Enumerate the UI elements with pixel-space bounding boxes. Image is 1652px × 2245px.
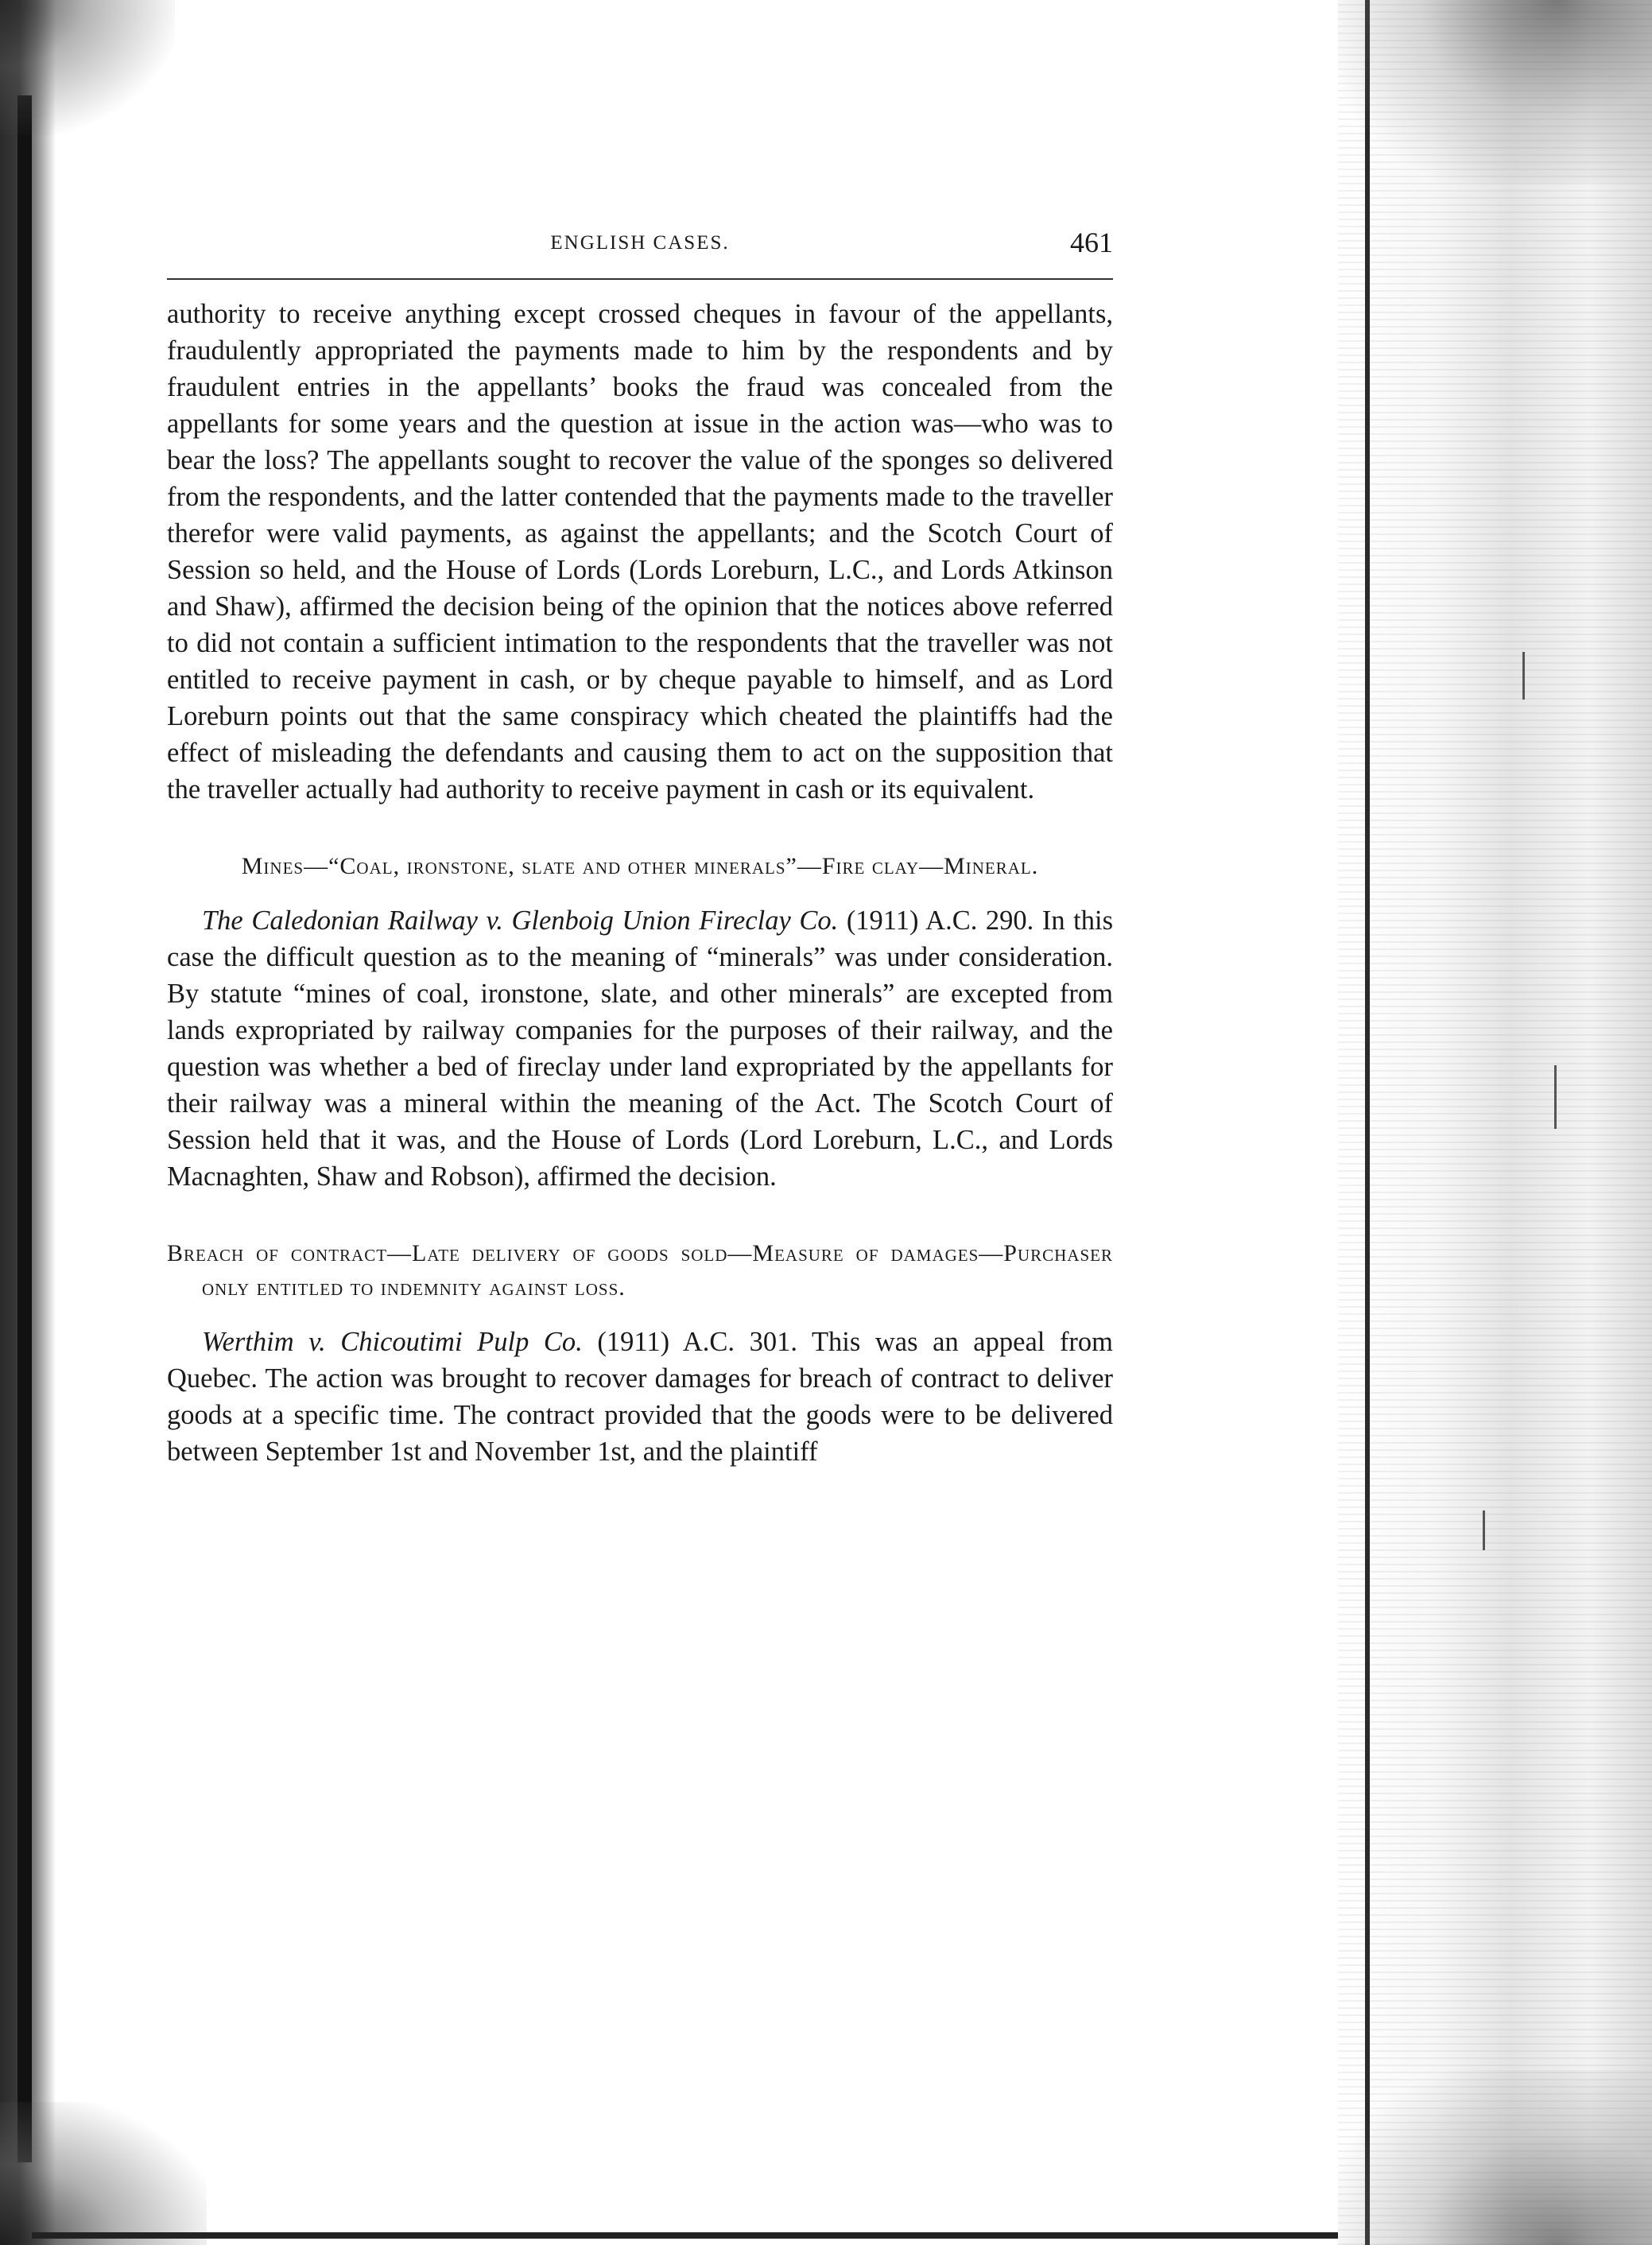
case-body-caledonian: (1911) A.C. 290. In this case the difficult question as to the meaning of “minerals” was under consideration. By statute “mines of coal, ironstone, slate, and other minerals” are excepted from lands expropriated by railway companies for the purposes of their railway, and the question was whether a bed of fireclay under land expropriated by the appellants for their railway was a mineral within the meaning of the Act. The Scotch Court of Session held that it was, and the House of Lords (Lord Loreburn, L.C., and Lords Macnaghten, Shaw and Robson), affirmed the decision. — [167, 905, 1113, 1192]
page-number: 461 — [1070, 227, 1113, 258]
running-head — [167, 227, 1113, 278]
section-heading-mines: Mines—“Coal, ironstone, slate and other minerals”—Fire clay—Mineral. — [241, 853, 1039, 879]
scan-bottom-edge — [32, 2232, 1338, 2239]
case-body-werthim: (1911) A.C. 301. This was an appeal from Quebec. The action was brought to recover damages for breach of contract to deliver goods at a specific time. The contract provided that the goods were to be delivered between September 1st and November 1st, and the plaintiff — [167, 1327, 1114, 1467]
scan-gutter-speck — [1522, 652, 1525, 700]
book-page — [167, 227, 1114, 1470]
running-title: ENGLISH CASES. — [550, 232, 730, 254]
scan-gutter-top-shadow — [1338, 0, 1652, 183]
case-paragraph-breach — [167, 1324, 1113, 1470]
opening-paragraph: authority to receive anything except crossed cheques in favour of the appellants, fraudulently appropriated the payments made to him by the respondents and by fraudulent entries in the appellants’ books the fraud was concealed from the appellants for some years and the question at issue in the action was—who was to bear the loss? The appellants sought to recover the value of the sponges so delivered from the respondents, and the latter contended that the payments made to the traveller therefor were valid payments, as against the appellants; and the Scotch Court of Session so held, and the House of Lords (Lords Loreburn, L.C., and Lords Atkinson and Shaw), affirmed the decision being of the opinion that the notices above referred to did not contain a sufficient intimation to the respondents that the traveller was not entitled to receive payment in cash, or by cheque payable to himself, and as Lord Loreburn points out that the same conspiracy which cheated the plaintiffs had the effect of misleading the defendants and causing them to act on the supposition that the traveller actually had authority to receive payment in cash or its equivalent. — [167, 299, 1113, 805]
scan-gutter-bottom-shadow — [1338, 2070, 1652, 2245]
scan-book-spine — [17, 95, 32, 2162]
scan-gutter-rule — [1365, 0, 1370, 2245]
header-rule — [167, 278, 1113, 280]
scan-gutter-speck — [1483, 1510, 1485, 1550]
scan-gutter-speck — [1554, 1065, 1557, 1129]
scan-smudge-bottom-left — [0, 2102, 207, 2245]
section-heading-breach: Breach of contract—Late delivery of goods sold—Measure of damages—Purchaser only entitled to indemnity against loss. — [167, 1240, 1113, 1301]
scan-smudge-top-left — [0, 0, 175, 135]
case-name-caledonian: The Caledonian Railway v. Glenboig Union Fireclay Co. — [202, 905, 839, 936]
case-name-werthim: Werthim v. Chicoutimi Pulp Co. — [202, 1327, 583, 1357]
scan-right-gutter — [1338, 0, 1652, 2245]
case-paragraph-mines — [167, 902, 1113, 1195]
